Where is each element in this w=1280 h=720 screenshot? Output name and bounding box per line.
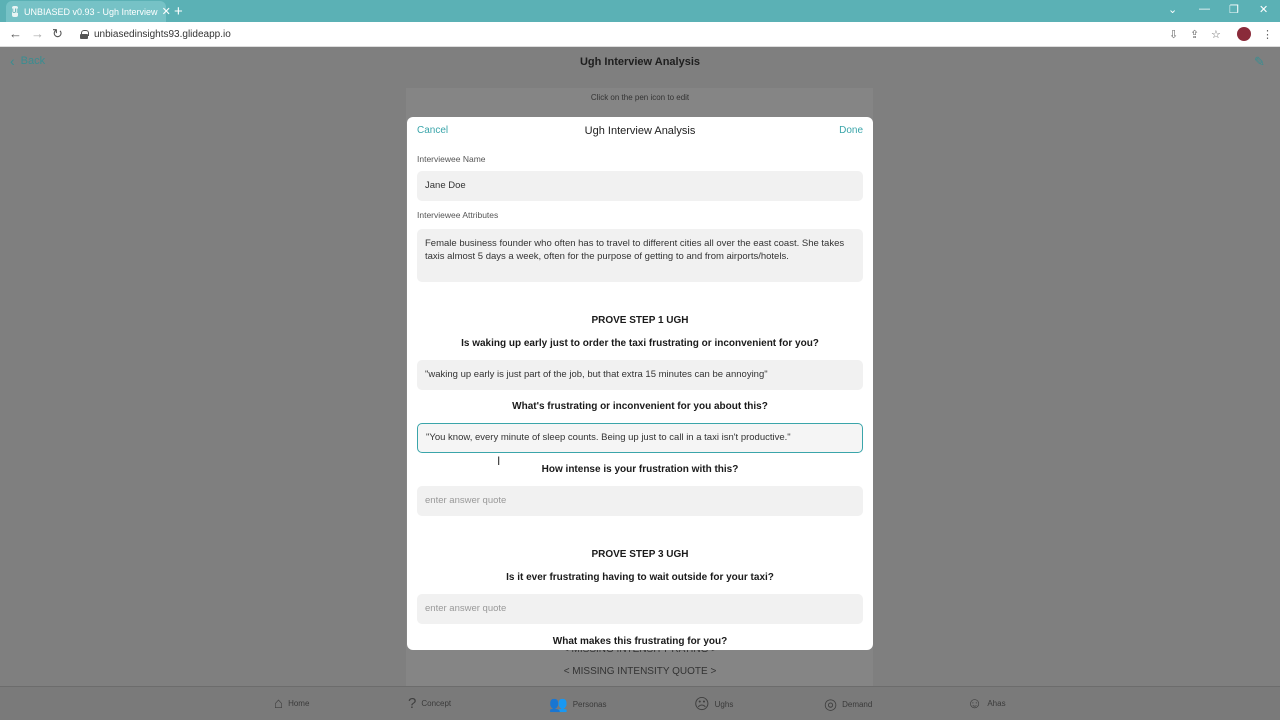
- text-cursor-icon: I: [497, 454, 501, 468]
- url-text: unbiasedinsights93.glideapp.io: [94, 29, 231, 40]
- nav-personas[interactable]: [549, 695, 606, 713]
- nav-label: Concept: [421, 699, 452, 708]
- forward-arrow-icon[interactable]: →: [31, 26, 44, 41]
- tab-search-chevron-icon[interactable]: ⌄: [1168, 4, 1178, 16]
- new-tab-icon[interactable]: +: [174, 3, 183, 20]
- done-button[interactable]: Done: [839, 125, 863, 136]
- step1-heading: PROVE STEP 1 UGH: [591, 315, 689, 326]
- question-2: What's frustrating or inconvenient for you about this?: [512, 401, 768, 412]
- help-icon: ?: [408, 695, 417, 712]
- minimize-icon[interactable]: —: [1199, 3, 1210, 15]
- window-close-icon[interactable]: ✕: [1259, 4, 1269, 16]
- smile-face-icon: ☺: [967, 695, 983, 712]
- nav-demand[interactable]: [824, 695, 872, 713]
- interviewee-name-field[interactable]: Jane Doe: [417, 171, 863, 201]
- modal-header: [407, 117, 873, 145]
- interviewee-attributes-field[interactable]: Female business founder who often has to travel to different cities all over the east coast. She takes taxis almost 5 days a week, often for the purpose of getting to and from airports/hotels.: [417, 229, 863, 282]
- answer-4-field[interactable]: enter answer quote: [417, 594, 863, 624]
- profile-avatar[interactable]: [1237, 27, 1251, 41]
- nav-label: Ughs: [714, 699, 734, 709]
- sad-face-icon: ☹: [694, 696, 710, 713]
- tab-title: UNBIASED v0.93 - Ugh Interview: [24, 6, 158, 17]
- page-title: Ugh Interview Analysis: [579, 56, 701, 68]
- install-app-icon[interactable]: ⇩: [1169, 29, 1179, 41]
- browser-tab[interactable]: [6, 1, 171, 22]
- step3-heading: PROVE STEP 3 UGH: [591, 549, 689, 560]
- back-label: Back: [20, 55, 46, 67]
- missing-intensity-quote: < MISSING INTENSITY QUOTE >: [563, 666, 717, 677]
- menu-kebab-icon[interactable]: ⋮: [1262, 29, 1273, 41]
- answer-3-field[interactable]: enter answer quote: [417, 486, 863, 516]
- modal-title: Ugh Interview Analysis: [584, 125, 696, 137]
- browser-tab-bar: [0, 0, 1280, 22]
- cancel-button[interactable]: Cancel: [417, 125, 449, 136]
- question-1: Is waking up early just to order the taxi frustrating or inconvenient for you?: [461, 338, 819, 349]
- attributes-label: Interviewee Attributes: [417, 210, 499, 220]
- chevron-left-icon: ‹: [10, 53, 15, 69]
- nav-label: Personas: [572, 699, 607, 709]
- nav-home[interactable]: [274, 695, 309, 712]
- nav-ahas[interactable]: [967, 695, 1006, 712]
- nav-ughs[interactable]: [694, 695, 733, 713]
- nav-label: Demand: [842, 699, 873, 709]
- nav-label: Home: [288, 699, 310, 708]
- back-arrow-icon[interactable]: ←: [9, 26, 22, 41]
- bookmark-star-icon[interactable]: ☆: [1211, 29, 1221, 41]
- url-field[interactable]: [80, 29, 231, 40]
- bottom-nav: [0, 686, 1280, 720]
- reload-icon[interactable]: ↻: [52, 26, 63, 41]
- restore-icon[interactable]: ❐: [1229, 4, 1239, 16]
- question-4: Is it ever frustrating having to wait outside for your taxi?: [506, 572, 774, 583]
- question-3: How intense is your frustration with this?: [541, 464, 739, 475]
- tab-close-icon[interactable]: ✕: [161, 6, 171, 18]
- share-icon[interactable]: ⇪: [1190, 29, 1200, 41]
- nav-concept[interactable]: [408, 695, 451, 712]
- globe-icon: ◎: [824, 696, 838, 713]
- app-favicon-icon: UI: [12, 6, 18, 17]
- people-icon: 👥: [549, 696, 568, 713]
- edit-pen-icon[interactable]: ✎: [1254, 54, 1265, 69]
- question-5: What makes this frustrating for you?: [552, 636, 728, 647]
- lock-icon: [80, 30, 88, 39]
- answer-1-field[interactable]: "waking up early is just part of the job, but that extra 15 minutes can be annoying": [417, 360, 863, 390]
- edit-modal: [407, 117, 873, 650]
- name-label: Interviewee Name: [417, 154, 486, 164]
- home-icon: ⌂: [274, 695, 284, 712]
- nav-label: Ahas: [987, 699, 1006, 708]
- address-bar: [0, 22, 1280, 47]
- answer-2-field[interactable]: "You know, every minute of sleep counts. Being up just to call in a taxi isn't productive.": [417, 423, 863, 453]
- edit-hint: Click on the pen icon to edit: [590, 93, 690, 102]
- app-header: [0, 47, 1280, 77]
